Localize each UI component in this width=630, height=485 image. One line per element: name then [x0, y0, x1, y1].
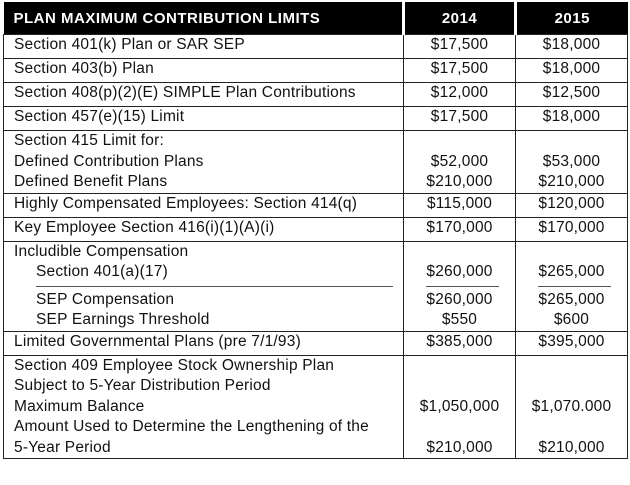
- value-2015: $12,500: [516, 83, 628, 107]
- defined-benefit-label: Defined Benefit Plans: [14, 173, 168, 190]
- value-2015: $18,000: [516, 59, 628, 83]
- value-2015: $120,000: [516, 193, 628, 217]
- table-row-section-409: [4, 355, 628, 459]
- sep-compensation-label: SEP Compensation: [36, 290, 175, 308]
- row-label: Key Employee Section 416(i)(1)(A)(i): [4, 217, 404, 241]
- defined-contribution-2015: $53,000: [542, 152, 601, 170]
- defined-contribution-2014: $52,000: [430, 152, 489, 170]
- table-row-includible-compensation: [4, 241, 628, 331]
- row-label: Section 403(b) Plan: [4, 59, 404, 83]
- contribution-limits-table: [3, 2, 628, 459]
- value-2015: $18,000: [516, 107, 628, 131]
- table-title: PLAN MAXIMUM CONTRIBUTION LIMITS: [4, 2, 404, 35]
- table-row: [4, 83, 628, 107]
- table-row: [4, 331, 628, 355]
- value-2014: $385,000: [404, 331, 516, 355]
- section-415-label: Section 415 Limit for:: [14, 132, 165, 149]
- table-row-section-415: [4, 131, 628, 194]
- five-year-period-2014: $210,000: [426, 438, 493, 456]
- defined-contribution-label: Defined Contribution Plans: [14, 152, 204, 170]
- table-row: [4, 107, 628, 131]
- value-2014: $115,000: [404, 193, 516, 217]
- sep-compensation-2014: $260,000: [426, 290, 493, 308]
- row-label: Section 401(k) Plan or SAR SEP: [4, 35, 404, 59]
- table-header-row: [4, 2, 628, 35]
- distribution-period-label: Subject to 5-Year Distribution Period: [14, 377, 271, 394]
- value-group-2014: [404, 241, 516, 331]
- divider: [426, 286, 499, 287]
- sep-earnings-threshold-2015: $600: [553, 311, 590, 328]
- value-2014: $17,500: [404, 35, 516, 59]
- divider: [36, 286, 393, 287]
- divider: [538, 286, 611, 287]
- value-group-2014: [404, 131, 516, 194]
- column-header-2014: 2014: [404, 2, 516, 35]
- sep-compensation-2015: $265,000: [538, 290, 605, 308]
- defined-benefit-2014: $210,000: [426, 173, 493, 190]
- table-row: [4, 59, 628, 83]
- value-2015: $395,000: [516, 331, 628, 355]
- value-2014: $17,500: [404, 107, 516, 131]
- value-2014: $12,000: [404, 83, 516, 107]
- column-header-2015: 2015: [516, 2, 628, 35]
- row-label-group: [4, 355, 404, 459]
- table-row: [4, 193, 628, 217]
- five-year-period-2015: $210,000: [538, 438, 605, 456]
- row-label: Limited Governmental Plans (pre 7/1/93): [4, 331, 404, 355]
- row-label: Highly Compensated Employees: Section 414(q): [4, 193, 404, 217]
- five-year-period-label: 5-Year Period: [14, 438, 111, 456]
- sep-earnings-threshold-2014: $550: [441, 311, 478, 328]
- section-401a17-label: Section 401(a)(17): [36, 263, 168, 280]
- table-row: [4, 217, 628, 241]
- value-2014: $170,000: [404, 217, 516, 241]
- table-row: [4, 35, 628, 59]
- lengthening-amount-label: Amount Used to Determine the Lengthening of the: [14, 418, 369, 435]
- row-label: Section 457(e)(15) Limit: [4, 107, 404, 131]
- section-401a17-2014: $260,000: [426, 263, 493, 280]
- row-label: Section 408(p)(2)(E) SIMPLE Plan Contributions: [4, 83, 404, 107]
- includible-compensation-label: Includible Compensation: [14, 242, 189, 260]
- section-409-label: Section 409 Employee Stock Ownership Plan: [14, 356, 335, 374]
- value-group-2014: [404, 355, 516, 459]
- maximum-balance-2015: $1,070.000: [531, 397, 612, 415]
- value-2014: $17,500: [404, 59, 516, 83]
- section-401a17-2015: $265,000: [538, 263, 605, 280]
- value-group-2015: [516, 241, 628, 331]
- value-group-2015: [516, 355, 628, 459]
- sep-earnings-threshold-label: SEP Earnings Threshold: [36, 311, 210, 328]
- maximum-balance-2014: $1,050,000: [419, 397, 500, 415]
- defined-benefit-2015: $210,000: [538, 173, 605, 190]
- maximum-balance-label: Maximum Balance: [14, 397, 145, 415]
- value-2015: $170,000: [516, 217, 628, 241]
- value-group-2015: [516, 131, 628, 194]
- row-label-group: [4, 131, 404, 194]
- value-2015: $18,000: [516, 35, 628, 59]
- row-label-group: [4, 241, 404, 331]
